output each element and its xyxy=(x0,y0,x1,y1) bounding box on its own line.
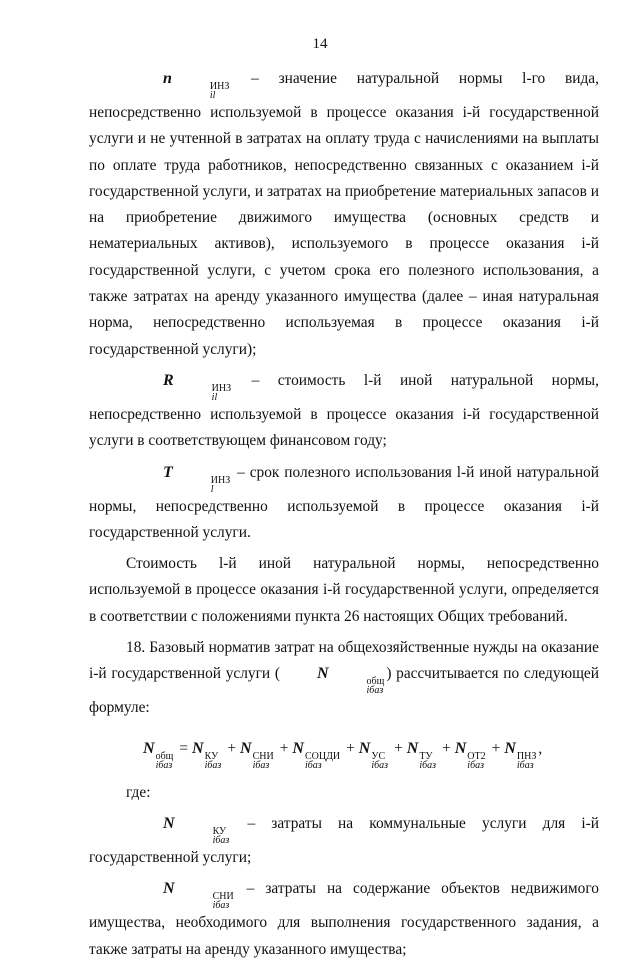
symbol-n-sni: N СНИ iбаз xyxy=(240,739,274,771)
paragraph-sni: N СНИ iбаз – затраты на содержание объектов недвижимого имущества, необходимого для выполнения государственного задания, а также затраты на аренду указанного имущества; xyxy=(89,876,599,963)
paragraph-18: 18. Базовый норматив затрат на общехозяйственные нужды на оказание i-й государственной услуги ( N общ iбаз ) рассчитывается по следующей формуле: xyxy=(89,639,599,717)
symbol-r-il-inz: R ИНЗ il xyxy=(163,371,232,403)
paragraph-n-inz: n ИНЗ il – значение натуральной нормы l-го вида, непосредственно используемой в процессе оказания i-й государственной услуги и не учтенной в затратах на оплату труда с начислениями на выплаты по оплате труда работников, непосредственно связанных с оказанием i-й государственной услуги, и затратах на приобретение материальных запасов и на приобретение движимого имущества (основных средств и нематериальных активов), используемого в процессе оказания i-й государственной услуги, с учетом срока его полезного использования, а также затратах на аренду указанного имущества (далее – иная натуральная норма, непосредственно используемая в процессе оказания i-й государственной услуги); xyxy=(89,66,599,363)
paragraph-r-inz: R ИНЗ il – стоимость l-й иной натуральной нормы, непосредственно используемой в процессе оказания i-й государственной услуги в соответствующем финансовом году; xyxy=(89,368,599,455)
paragraph-ku: N КУ iбаз – затраты на коммунальные услуги для i-й государственной услуги; xyxy=(89,811,599,871)
symbol-t-l-inz: T ИНЗ l xyxy=(163,463,231,495)
symbol-n-obshch-inline: N общ iбаз xyxy=(316,665,385,697)
symbol-n-ku-def: N КУ iбаз xyxy=(163,814,230,846)
symbol-n-tu: N ТУ iбаз xyxy=(406,739,437,771)
symbol-n-ku: N КУ iбаз xyxy=(192,739,222,771)
paragraph-cost: Стоимость l-й иной натуральной нормы, непосредственно используемой в процессе оказания i-й государственной услуги, определяется в соответствии с положениями пункта 26 настоящих Общих требований. xyxy=(89,555,599,625)
symbol-n-sotsdi: N СОЦДИ iбаз xyxy=(292,739,341,771)
document-body xyxy=(89,66,599,963)
page-number: 14 xyxy=(312,36,328,52)
symbol-n-us: N УС iбаз xyxy=(358,739,389,771)
symbol-n-sni-def: N СНИ iбаз xyxy=(163,880,234,912)
symbol-n-ot2: N ОТ2 iбаз xyxy=(454,739,486,771)
symbol-n-il-inz: n ИНЗ il xyxy=(163,70,230,101)
paragraph-gde: где: xyxy=(126,783,151,801)
symbol-n-pnz: N ПНЗ iбаз xyxy=(504,739,537,771)
paragraph-t-inz: T ИНЗ l – срок полезного использования l-й иной натуральной нормы, непосредственно используемой в процессе оказания i-й государственной услуги. xyxy=(89,460,599,547)
symbol-n-obshch: N общ iбаз xyxy=(143,739,174,771)
formula-general-needs: N общ iбаз = N КУ iбаз + N СНИ iбаз + N СОЦДИ iбаз + N УС iбаз + N ТУ iбаз + N ОТ2 iбаз + N ПНЗ iбаз , xyxy=(143,736,599,770)
